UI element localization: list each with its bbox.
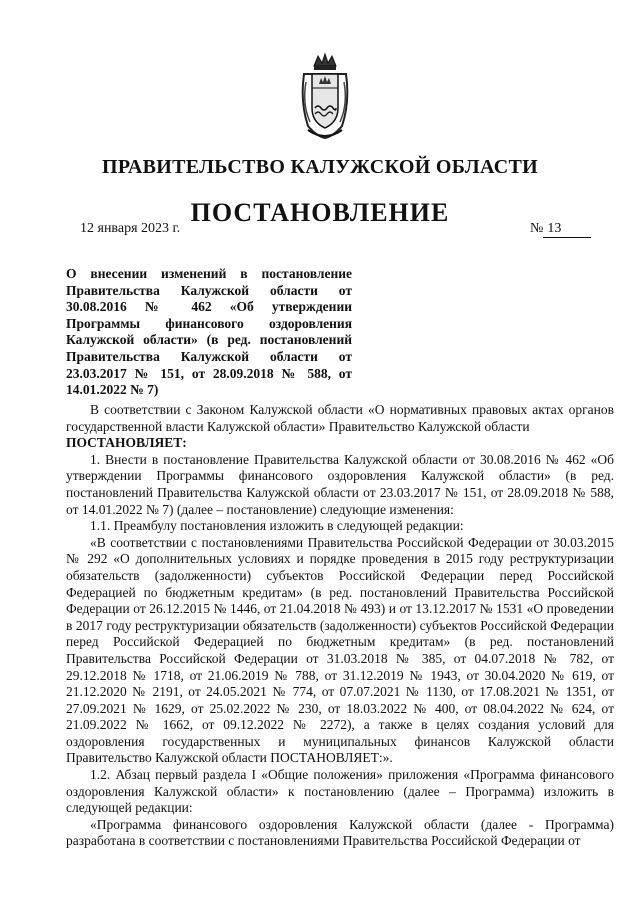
- body-paragraph: «В соответствии с постановлениями Правительства Российской Федерации от 30.03.2015 № 292 «О дополнительных условиях и порядке проведения в 2015 году реструктуризации обязательств (задолженности) субъектов Российской Федерации перед Российской Федерацией по бюджетным кредитам» (в ред. постановлений Правительства Российской Федерации от 26.12.2015 № 1446, от 21.04.2018 № 493) и от 13.12.2017 № 1531 «О проведении в 2017 году реструктуризации обязательств (задолженности) субъектов Российской Федерации перед Российской Федерацией по бюджетным кредитам» (в ред. постановлений Правительства Российской Федерации от 31.03.2018 № 385, от 04.07.2018 № 782, от 29.12.2018 № 1718, от 21.06.2019 № 788, от 31.12.2019 № 1943, от 30.04.2020 № 619, от 21.12.2020 № 2191, от 24.05.2021 № 774, от 07.07.2021 № 1130, от 17.08.2021 № 1351, от 27.09.2021 № 1629, от 25.02.2022 № 230, от 18.03.2022 № 400, от 08.04.2022 № 624, от 21.09.2022 № 1662, от 09.12.2022 № 2272), а также в целях создания условий для оздоровления государственных и муниципальных финансов Калужской области Правительство Калужской области ПОСТАНОВЛЯЕТ:».: [66, 534, 614, 766]
- preamble-paragraph: В соответствии с Законом Калужской области «О нормативных правовых актах органов государственной власти Калужской области» Правительство Калужской области: [66, 402, 614, 434]
- coat-of-arms-icon: [296, 52, 354, 140]
- body-paragraph: 1.1. Преамбулу постановления изложить в следующей редакции:: [90, 518, 464, 534]
- number-label: №: [530, 221, 544, 236]
- resolves-heading: ПОСТАНОВЛЯЕТ:: [66, 435, 187, 451]
- document-date: 12 января 2023 г.: [80, 221, 181, 236]
- document-type-title: ПОСТАНОВЛЕНИЕ: [190, 198, 450, 227]
- body-paragraph: «Программа финансового оздоровления Калужской области (далее - Программа) разработана в соответствии с постановлениями Правительства Российской Федерации от: [66, 816, 614, 849]
- body-paragraph: 1. Внести в постановление Правительства Калужской области от 30.08.2016 № 462 «Об утверждении Программы финансового оздоровления Калужской области» (в ред. постановлений Правительства Калужской области от 23.03.2017 № 151, от 28.09.2018 № 588, от 14.01.2022 № 7) (далее – постановление) следующие изменения:: [66, 451, 614, 517]
- document-subject: О внесении изменений в постановление Правительства Калужской области от 30.08.2016 № 462 «Об утверждении Программы финансового оздоровления Калужской области» (в ред. постановлений Правительства Калужской области от 23.03.2017 № 151, от 28.09.2018 № 588, от 14.01.2022 № 7): [66, 266, 352, 398]
- body-paragraph: 1.2. Абзац первый раздела I «Общие положения» приложения «Программа финансового оздоровления Калужской области» к постановлению (далее – Программа) изложить в следующей редакции:: [66, 767, 614, 816]
- number-value: 13: [543, 221, 591, 238]
- organization-title: ПРАВИТЕЛЬСТВО КАЛУЖСКОЙ ОБЛАСТИ: [102, 156, 538, 178]
- document-body: [66, 402, 614, 850]
- document-number: [530, 221, 591, 238]
